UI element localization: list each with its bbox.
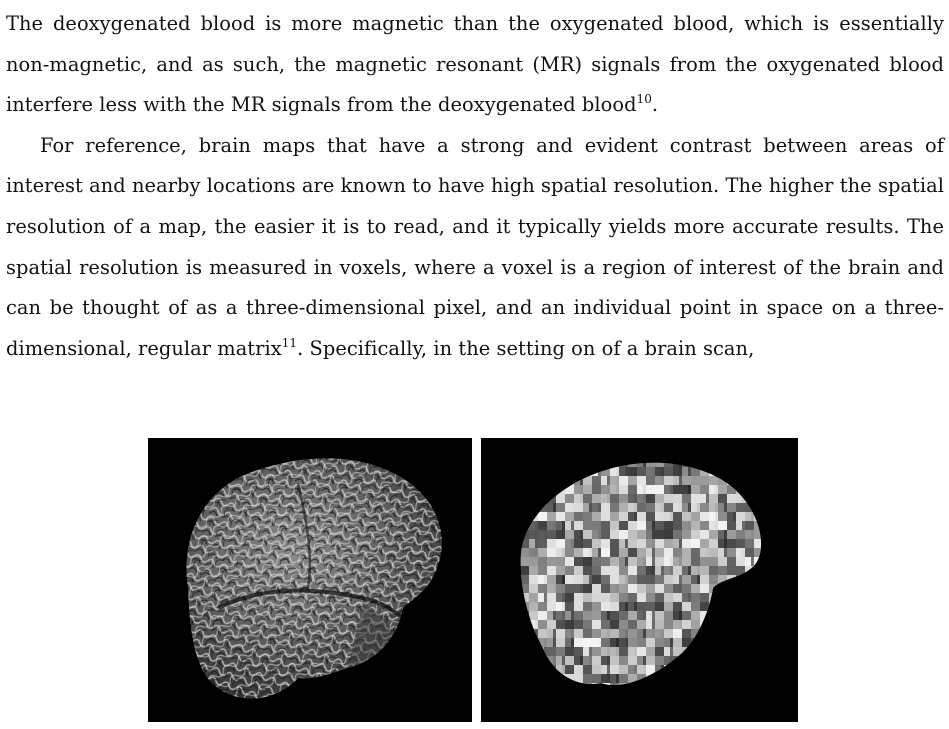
brain-figure — [148, 438, 798, 722]
citation-superscript: 11 — [281, 335, 298, 350]
paragraph-tail: . Specifically, in the setting on of a brain scan, — [297, 336, 755, 360]
paragraph-spatial-resolution — [6, 126, 944, 370]
voxel-render-image — [481, 438, 798, 722]
high-resolution-brain-panel — [148, 438, 472, 722]
paragraph-tail: . — [651, 93, 659, 117]
brain-render-image — [148, 438, 472, 722]
citation-superscript: 10 — [636, 92, 652, 107]
voxelized-brain-panel — [481, 438, 798, 722]
paragraph-deoxygenated-blood — [6, 4, 944, 126]
paragraph-text: The deoxygenated blood is more magnetic than the oxygenated blood, which is essentially non-magnetic, and as such, the magnetic resonant (MR) signals from the oxygenated blood interfere less with the MR signals from the deoxygenated blood — [6, 12, 944, 117]
document-page — [6, 0, 944, 369]
paragraph-text: For reference, brain maps that have a strong and evident contrast between areas of interest and nearby locations are known to have high spatial resolution. The higher the spatial resolution of a map, the easier it is to read, and it typically yields more accurate results. The spatial resolution is measured in voxels, where a voxel is a region of interest of the brain and can be thought of as a three-dimensional pixel, and an individual point in space on a three-dimensional, regular matrix — [6, 133, 944, 360]
